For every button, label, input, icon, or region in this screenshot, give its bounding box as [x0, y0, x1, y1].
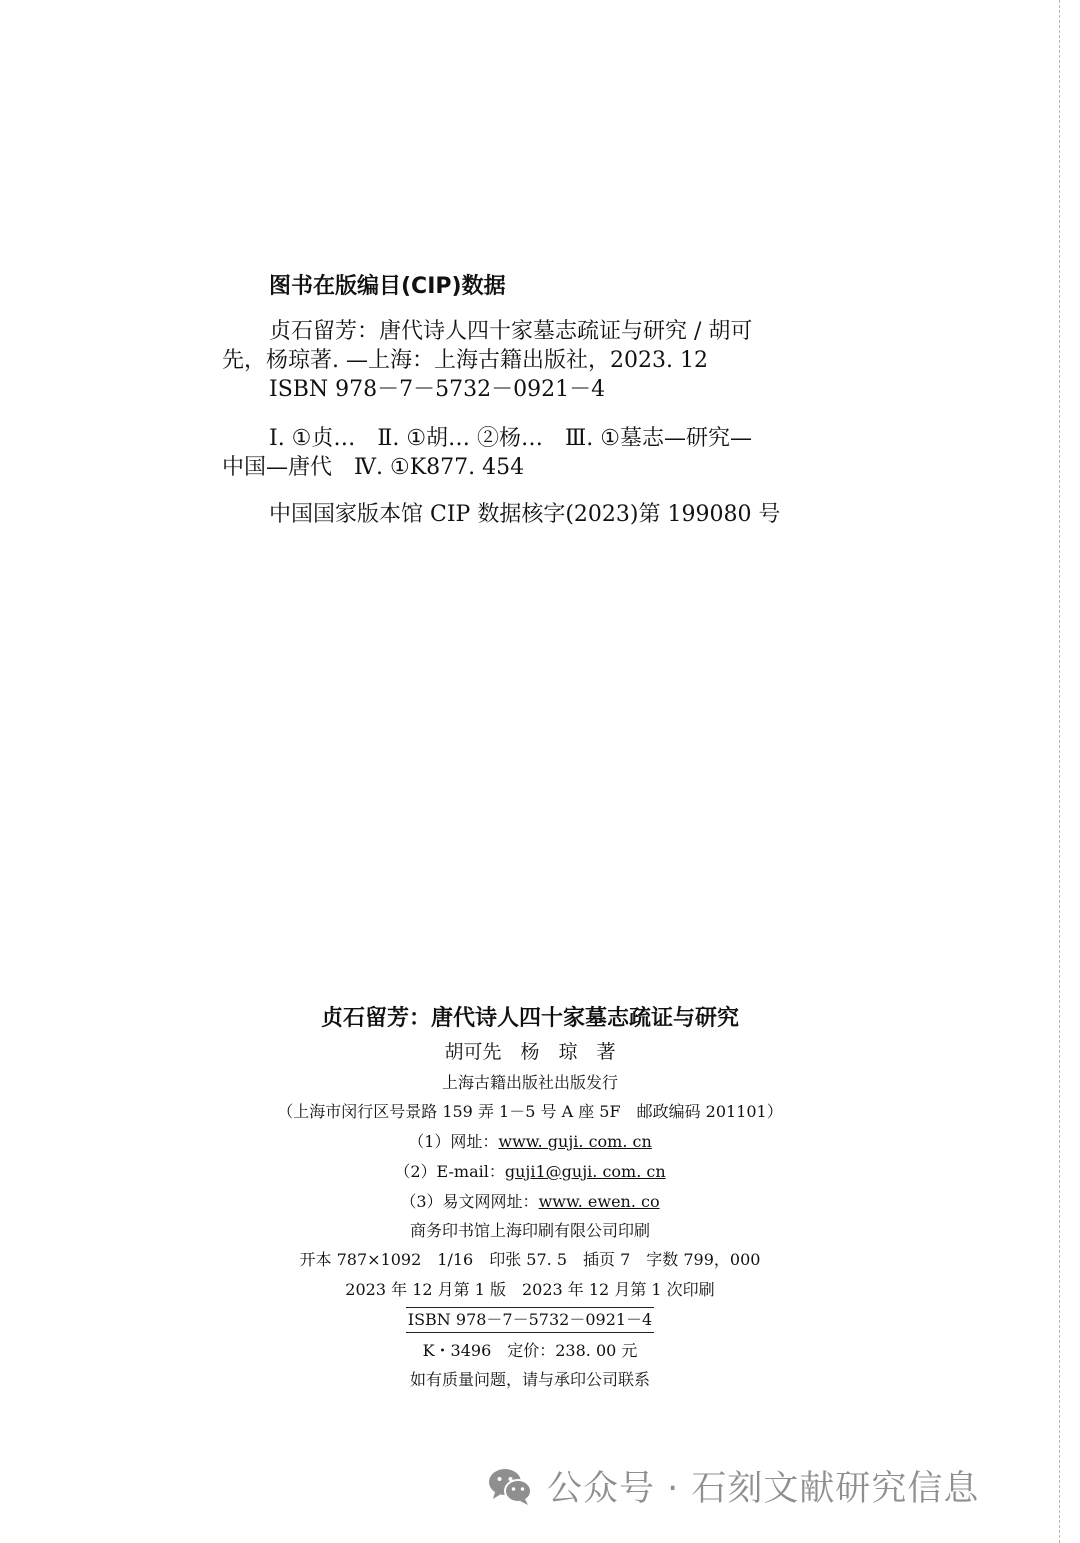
email-label: （2）E-mail： [394, 1162, 505, 1181]
email-link[interactable]: guji1@guji. com. cn [504, 1162, 666, 1181]
cip-title-line: 贞石留芳：唐代诗人四十家墓志疏证与研究 / 胡可 [269, 319, 753, 344]
colophon-ewen-row [0, 1190, 1060, 1214]
colophon-price: K・3496 定价：238. 00 元 [422, 1341, 638, 1360]
colophon-notice: 如有质量问题，请与承印公司联系 [409, 1370, 650, 1389]
cip-authors-line: 先，杨琼著. —上海：上海古籍出版社，2023. 12 [222, 348, 708, 373]
watermark [487, 1460, 979, 1512]
colophon-publisher: 上海古籍出版社出版发行 [441, 1073, 618, 1092]
wechat-icon [487, 1466, 533, 1506]
colophon-address: （上海市闵行区号景路 159 弄 1－5 号 A 座 5F 邮政编码 201101） [277, 1102, 783, 1121]
colophon-printer: 商务印书馆上海印刷有限公司印刷 [409, 1221, 650, 1240]
colophon-email-row [0, 1160, 1060, 1184]
website-label: （1）网址： [408, 1132, 499, 1151]
cip-verification-line: 中国国家版本馆 CIP 数据核字(2023)第 199080 号 [269, 502, 781, 527]
cip-heading: 图书在版编目(CIP)数据 [269, 274, 506, 299]
website-link[interactable]: www. guji. com. cn [498, 1132, 652, 1151]
cip-isbn-line: ISBN 978－7－5732－0921－4 [269, 377, 606, 402]
colophon-edition: 2023 年 12 月第 1 版 2023 年 12 月第 1 次印刷 [345, 1280, 715, 1299]
watermark-text: 公众号 · 石刻文献研究信息 [547, 1469, 980, 1509]
colophon-isbn-row [0, 1307, 1060, 1333]
ewen-label: （3）易文网网址： [400, 1192, 539, 1211]
ewen-link[interactable]: www. ewen. co [538, 1192, 660, 1211]
cip-subject-line: Ⅰ. ①贞… Ⅱ. ①胡… ②杨… Ⅲ. ①墓志—研究— [269, 426, 752, 451]
colophon-specs: 开本 787×1092 1/16 印张 57. 5 插页 7 字数 799，000 [299, 1250, 761, 1269]
colophon-isbn: ISBN 978－7－5732－0921－4 [406, 1307, 654, 1333]
colophon-authors: 胡可先 杨 琼 著 [444, 1041, 616, 1063]
colophon-website-row [0, 1130, 1060, 1154]
colophon-title: 贞石留芳：唐代诗人四十家墓志疏证与研究 [320, 1006, 739, 1031]
cip-subject-line-2: 中国—唐代 Ⅳ. ①K877. 454 [222, 455, 525, 480]
